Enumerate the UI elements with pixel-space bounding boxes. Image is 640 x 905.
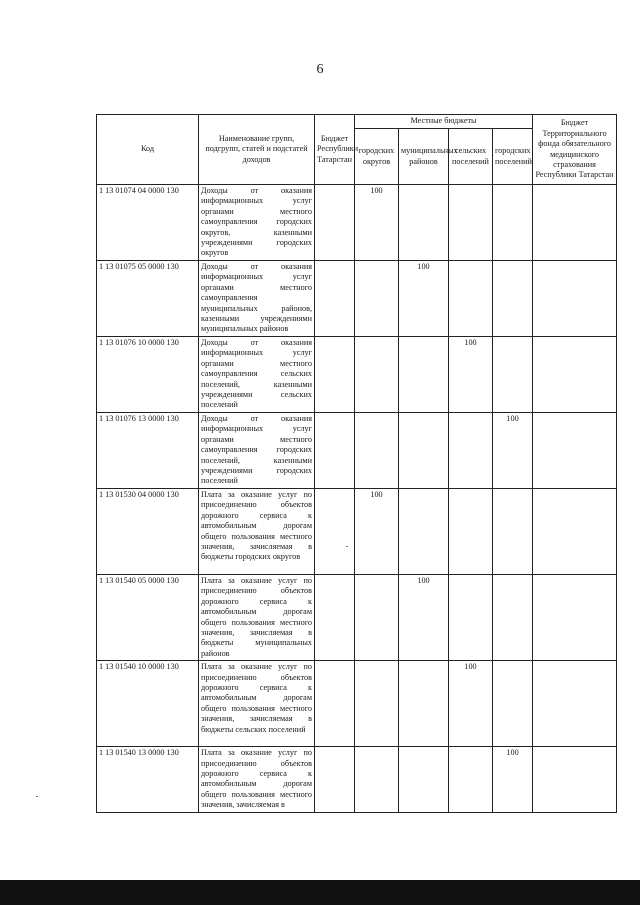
header-municipal-districts: муниципальных районов <box>399 129 449 185</box>
row-name: Плата за оказание услуг по присоединению объектов дорожного сервиса к автомобильным дорогам общего пользования местного значения, зачисляемая в бюджеты муниципальных районов <box>199 575 315 661</box>
row-code: 1 13 01540 05 0000 130 <box>97 575 199 661</box>
row-empty-cell <box>533 185 617 261</box>
row-empty-cell <box>399 413 449 489</box>
row-empty-cell <box>449 747 493 813</box>
row-empty-cell <box>533 661 617 747</box>
scan-bottom-border <box>0 880 640 905</box>
row-empty-cell <box>493 185 533 261</box>
table-row <box>97 661 617 747</box>
row-percent-value: 100 <box>449 337 493 413</box>
row-percent-value: 100 <box>493 747 533 813</box>
row-code: 1 13 01076 13 0000 130 <box>97 413 199 489</box>
row-empty-cell <box>315 489 355 575</box>
row-code: 1 13 01075 05 0000 130 <box>97 261 199 337</box>
header-city-districts: городских округов <box>355 129 399 185</box>
row-empty-cell <box>399 337 449 413</box>
row-empty-cell <box>533 261 617 337</box>
row-empty-cell <box>399 489 449 575</box>
row-code: 1 13 01530 04 0000 130 <box>97 489 199 575</box>
row-empty-cell <box>315 747 355 813</box>
header-local-budgets: Местные бюджеты <box>355 115 533 129</box>
row-empty-cell <box>533 747 617 813</box>
table-row <box>97 413 617 489</box>
header-rt-budget: Бюджет Республики Татарстан <box>315 115 355 185</box>
row-empty-cell <box>449 261 493 337</box>
row-name: Плата за оказание услуг по присоединению объектов дорожного сервиса к автомобильным дорогам общего пользования местного значения, зачисляемая в <box>199 747 315 813</box>
row-empty-cell <box>449 489 493 575</box>
row-empty-cell <box>355 261 399 337</box>
row-code: 1 13 01074 04 0000 130 <box>97 185 199 261</box>
row-empty-cell <box>355 661 399 747</box>
row-percent-value: 100 <box>355 185 399 261</box>
row-empty-cell <box>533 575 617 661</box>
row-empty-cell <box>449 575 493 661</box>
scan-speck <box>346 546 348 547</box>
row-empty-cell <box>315 337 355 413</box>
row-code: 1 13 01540 13 0000 130 <box>97 747 199 813</box>
row-percent-value: 100 <box>399 261 449 337</box>
row-empty-cell <box>355 747 399 813</box>
header-urban-settlements: городских поселений <box>493 129 533 185</box>
header-rural-settlements: сельских поселений <box>449 129 493 185</box>
row-name: Плата за оказание услуг по присоединению объектов дорожного сервиса к автомобильным дорогам общего пользования местного значения, зачисляемая в бюджеты сельских поселений <box>199 661 315 747</box>
row-code: 1 13 01540 10 0000 130 <box>97 661 199 747</box>
row-empty-cell <box>533 337 617 413</box>
row-empty-cell <box>355 413 399 489</box>
row-empty-cell <box>315 413 355 489</box>
table-row <box>97 747 617 813</box>
header-code: Код <box>97 115 199 185</box>
table-row <box>97 489 617 575</box>
row-name: Плата за оказание услуг по присоединению объектов дорожного сервиса к автомобильным дорогам общего пользования местного значения, зачисляемая в бюджеты городских округов <box>199 489 315 575</box>
row-percent-value: 100 <box>355 489 399 575</box>
row-empty-cell <box>493 575 533 661</box>
row-empty-cell <box>315 185 355 261</box>
revenue-distribution-table <box>96 114 617 813</box>
row-empty-cell <box>493 261 533 337</box>
page-number: 6 <box>316 62 324 77</box>
row-empty-cell <box>493 661 533 747</box>
row-empty-cell <box>315 261 355 337</box>
row-name: Доходы от оказания информационных услуг органами местного самоуправления городских округов, казенными учреждениями городских округов <box>199 185 315 261</box>
table-row <box>97 575 617 661</box>
row-empty-cell <box>355 575 399 661</box>
row-empty-cell <box>533 489 617 575</box>
row-percent-value: 100 <box>399 575 449 661</box>
row-empty-cell <box>355 337 399 413</box>
row-empty-cell <box>315 661 355 747</box>
row-empty-cell <box>399 661 449 747</box>
row-code: 1 13 01076 10 0000 130 <box>97 337 199 413</box>
row-name: Доходы от оказания информационных услуг органами местного самоуправления сельских поселений, казенными учреждениями сельских поселений <box>199 337 315 413</box>
row-name: Доходы от оказания информационных услуг органами местного самоуправления городских поселений, казенными учреждениями городских поселений <box>199 413 315 489</box>
row-empty-cell <box>449 185 493 261</box>
table-row <box>97 261 617 337</box>
row-empty-cell <box>315 575 355 661</box>
header-tfoms-budget: Бюджет Территориального фонда обязательного медицинского страхования Республики Татарстан <box>533 115 617 185</box>
table-body <box>97 185 617 813</box>
row-percent-value: 100 <box>493 413 533 489</box>
row-empty-cell <box>399 747 449 813</box>
header-name: Наименование групп, подгрупп, статей и подстатей доходов <box>199 115 315 185</box>
row-empty-cell <box>493 337 533 413</box>
scan-speck <box>36 796 38 797</box>
table-row <box>97 337 617 413</box>
row-empty-cell <box>449 413 493 489</box>
table-row <box>97 185 617 261</box>
row-percent-value: 100 <box>449 661 493 747</box>
row-empty-cell <box>493 489 533 575</box>
row-empty-cell <box>399 185 449 261</box>
row-empty-cell <box>533 413 617 489</box>
row-name: Доходы от оказания информационных услуг органами местного самоуправления муниципальных районов, казенными учреждениями муниципальных районов <box>199 261 315 337</box>
